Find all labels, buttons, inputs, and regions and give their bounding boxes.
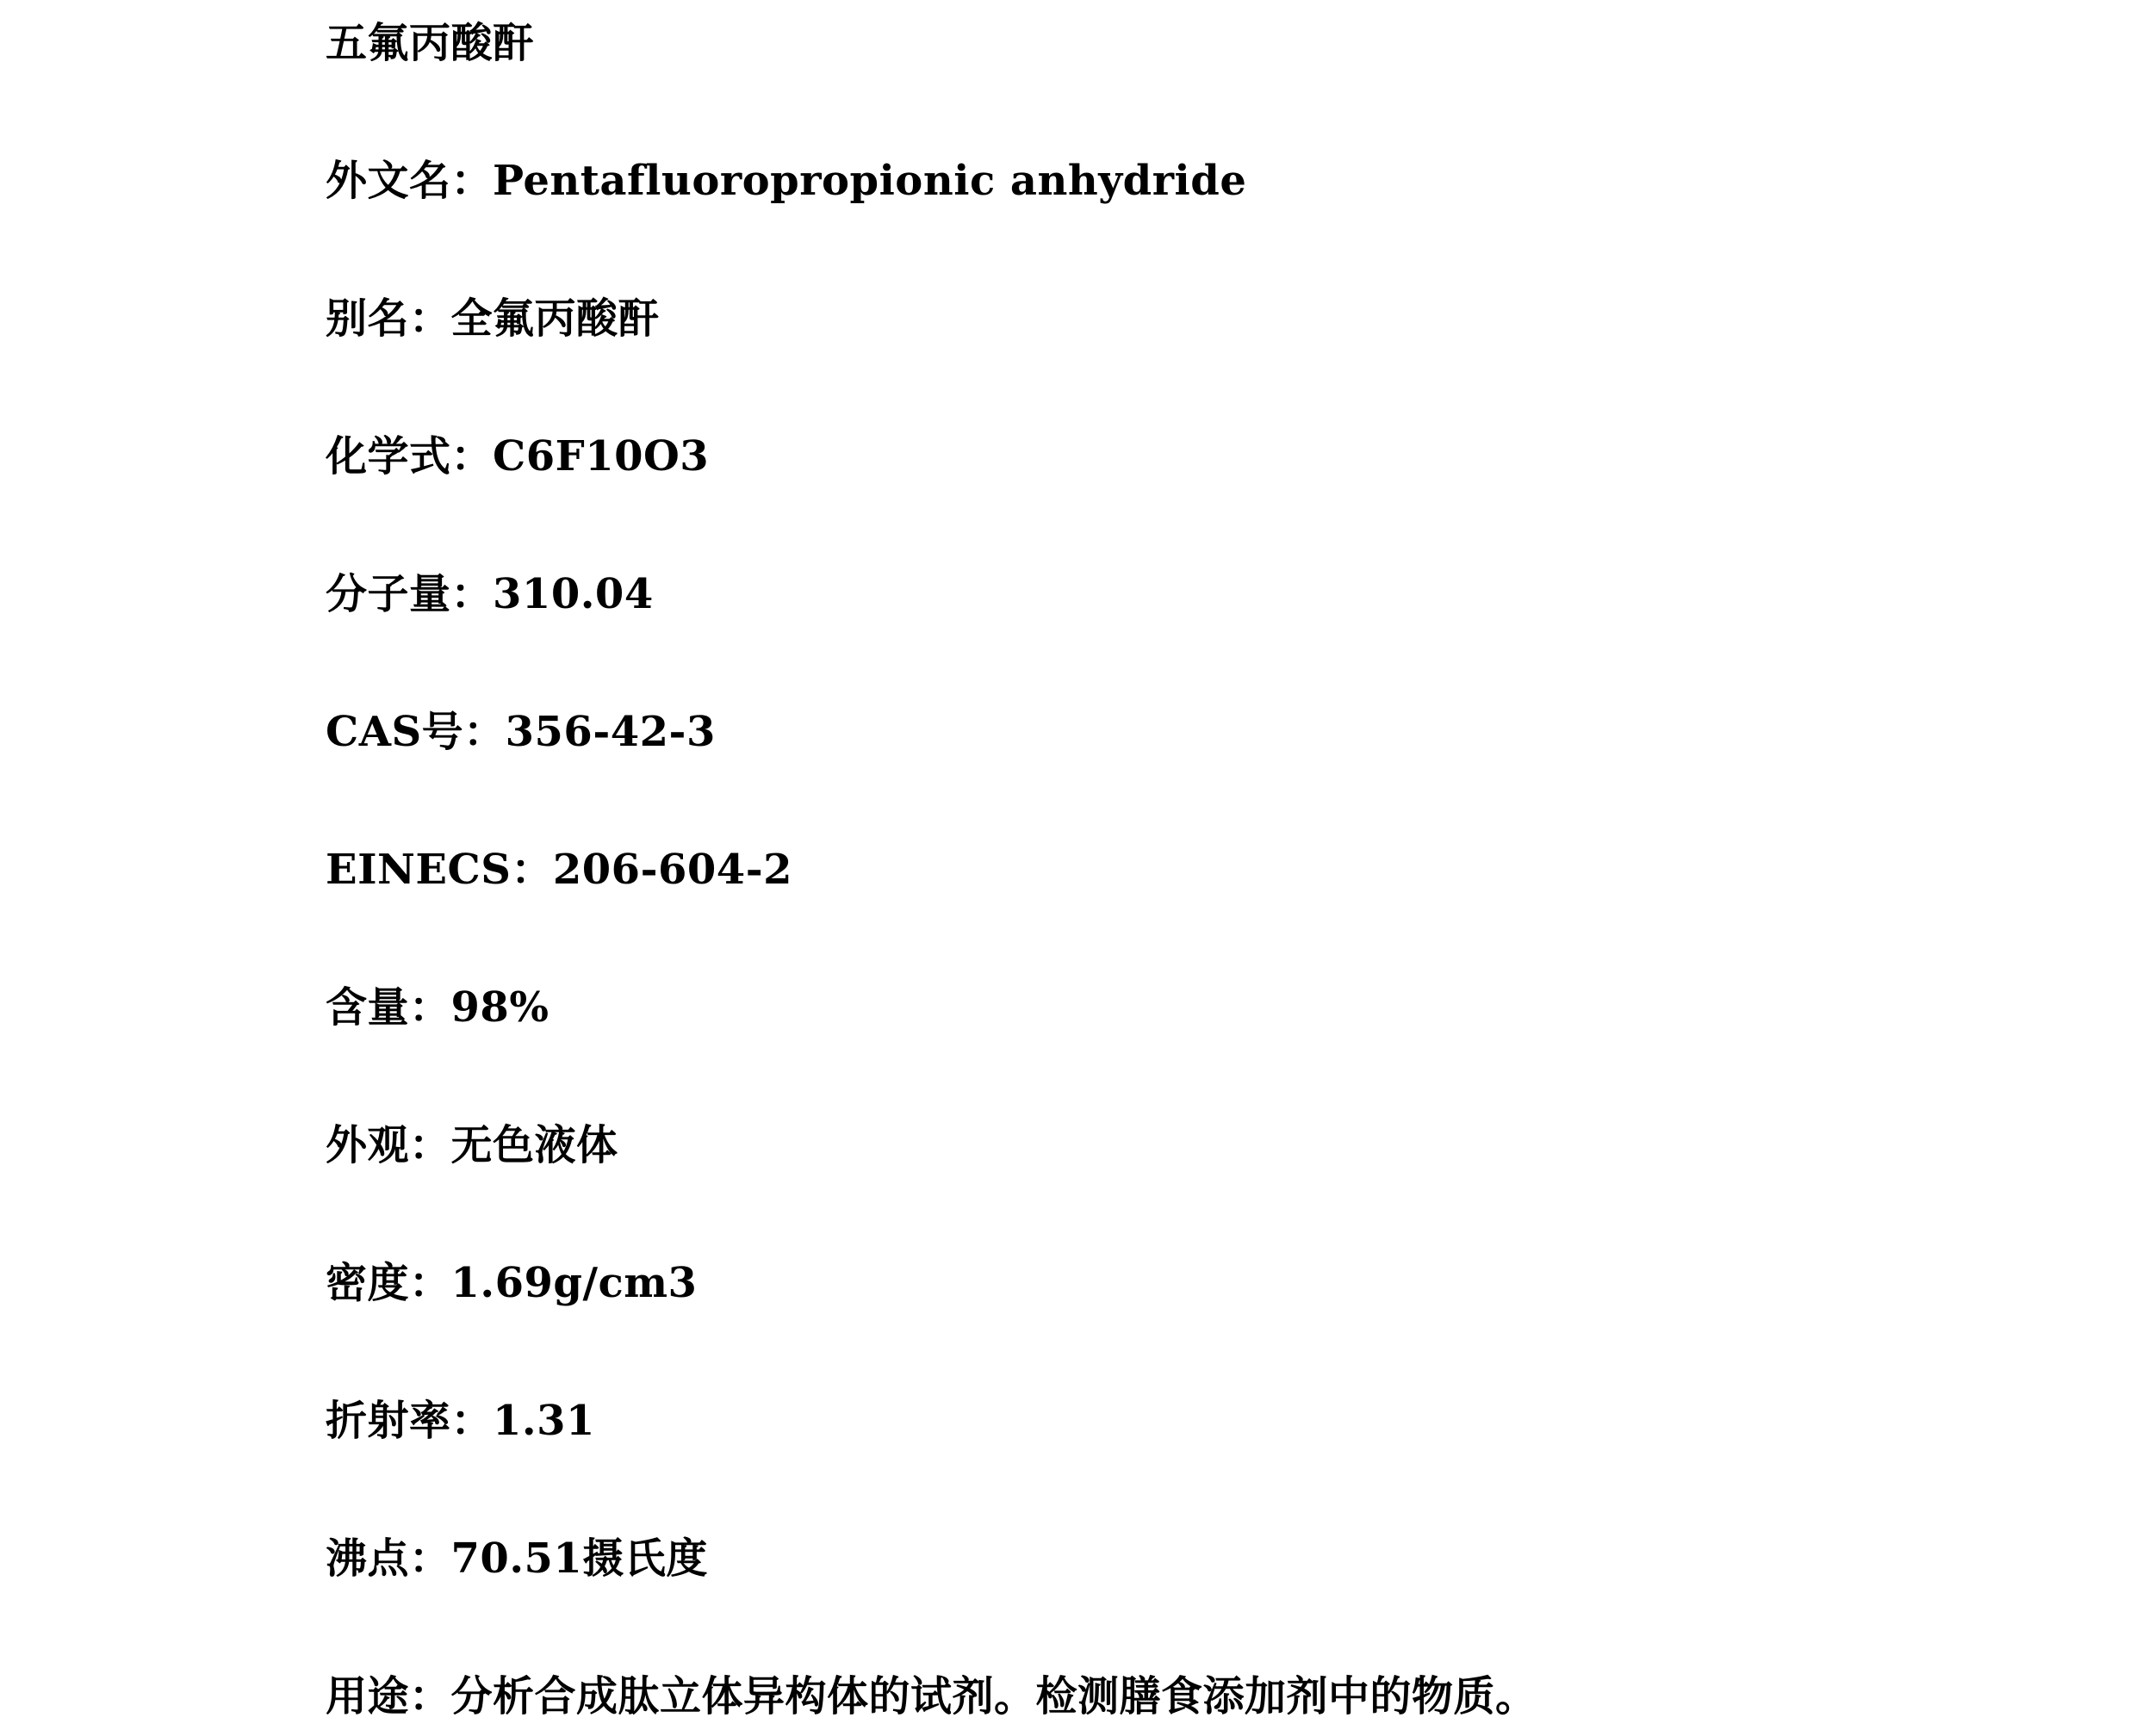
field-einecs [326,835,792,904]
field-value: 分析合成肽立体异构体的试剂。检测膳食添加剂中的物质。 [450,1672,1537,1720]
field-label: 折射率： [326,1397,494,1445]
field-label: 别名： [326,294,451,343]
field-label: 外观： [326,1121,451,1169]
field-value: 310.04 [493,570,654,618]
field-label: 化学式： [326,432,494,480]
title-text: 五氟丙酸酐 [326,19,535,67]
field-english-name [326,146,1246,215]
field-usage [326,1662,1537,1731]
field-alias [326,284,660,353]
field-value: 206-604-2 [552,846,793,894]
field-label: EINECS： [326,846,553,894]
field-value: 98% [450,983,550,1032]
field-refractive-index [326,1386,595,1455]
document-title [326,9,535,78]
field-label: 沸点： [326,1534,451,1583]
field-value: 无色液体 [450,1121,618,1169]
field-boiling-point [326,1524,708,1593]
field-label: 分子量： [326,570,494,618]
field-appearance [326,1111,618,1180]
field-label: 密度： [326,1259,451,1307]
field-cas-number [326,698,716,766]
field-molecular-weight [326,560,654,629]
field-chemical-formula [326,422,709,491]
field-value: 70.51摄氏度 [450,1534,708,1583]
field-label: CAS号： [326,708,506,756]
field-value: Pentafluoropropionic anhydride [493,157,1247,205]
field-value: 356-42-3 [505,708,716,756]
field-value: C6F10O3 [493,432,710,480]
field-label: 外文名： [326,157,494,205]
field-value: 1.31 [493,1397,595,1445]
field-value: 1.69g/cm3 [450,1259,698,1307]
field-label: 用途： [326,1672,451,1720]
field-value: 全氟丙酸酐 [450,294,661,343]
field-label: 含量： [326,983,451,1032]
field-density [326,1249,697,1318]
field-content [326,973,549,1042]
